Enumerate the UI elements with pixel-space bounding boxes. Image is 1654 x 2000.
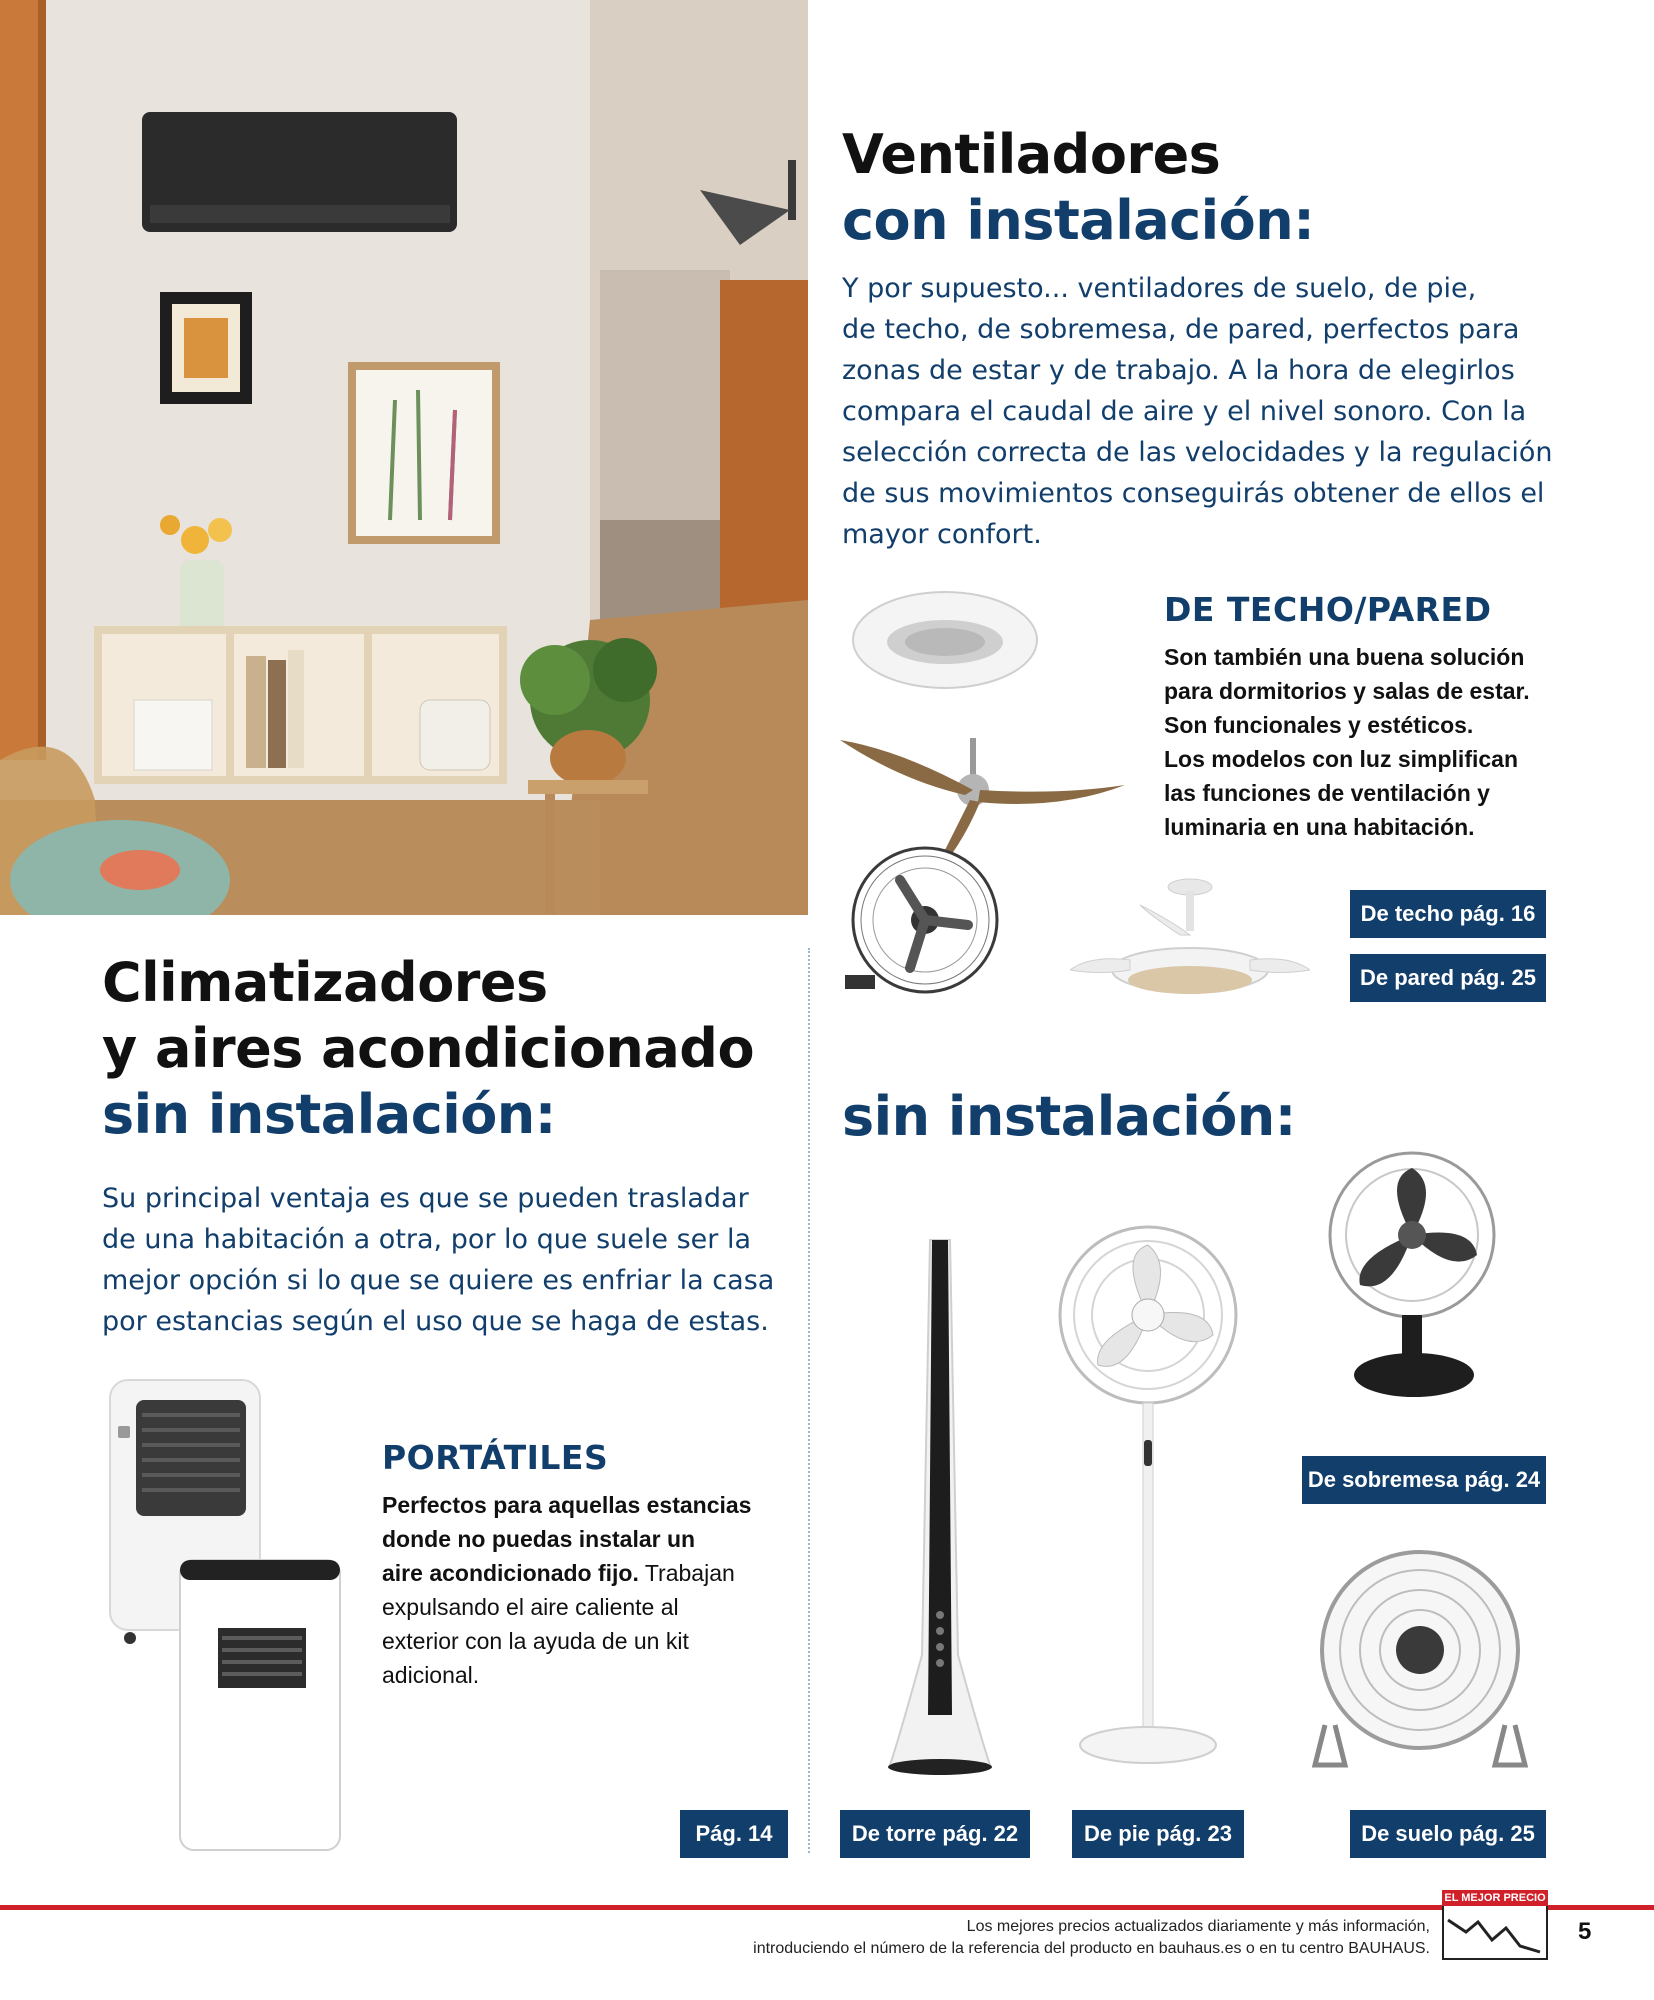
stand-fan-page-badge[interactable]: De pie pág. 23	[1072, 1810, 1244, 1858]
ceiling-wall-subheading: DE TECHO/PARED	[1164, 590, 1492, 629]
footer-text: Los mejores precios actualizados diariamente y más información, introduciendo el número de la referencia del producto en bauhaus.es o en tu centro BAUHAUS.	[753, 1918, 1430, 1957]
wall-fan-page-badge[interactable]: De pared pág. 25	[1350, 954, 1546, 1002]
portable-subheading: PORTÁTILES	[382, 1438, 609, 1477]
portable-page-badge[interactable]: Pág. 14	[680, 1810, 788, 1858]
stand-fan-image	[1058, 1215, 1238, 1780]
floor-fan-page-badge[interactable]: De suelo pág. 25	[1350, 1810, 1546, 1858]
desk-fan-image	[1322, 1140, 1502, 1410]
fans-with-install-paragraph: Y por supuesto... ventiladores de suelo, de pie, de techo, de sobremesa, de pared, perfectos para zonas de estar y de trabajo. A la hora de elegirlos compara el caudal de aire y el nivel sonoro. Con la selección correcta de las velocidades y la regulación de sus movimientos conseguirás obtener de ellos el mayor confort.	[842, 273, 1553, 550]
portable-description: Perfectos para aquellas estancias donde no puedas instalar un aire acondicionado fijo. Trabajan expulsando el aire caliente al exterior con la ayuda de un kit adicional.	[382, 1492, 752, 1688]
climatizers-paragraph: Su principal ventaja es que se pueden trasladar de una habitación a otra, por lo que suele ser la mejor opción si lo que se quiere es enfriar la casa por estancias según el uso que se haga de estas.	[102, 1183, 775, 1337]
floor-fan-image	[1305, 1545, 1535, 1775]
climatizers-title-line3: sin instalación:	[102, 1083, 556, 1146]
ceiling-fan-page-badge[interactable]: De techo pág. 16	[1350, 890, 1546, 938]
fans-with-install-title-line2: con instalación:	[842, 189, 1315, 252]
column-divider	[808, 948, 810, 1853]
tower-fan-page-badge[interactable]: De torre pág. 22	[840, 1810, 1030, 1858]
fans-without-install-title: sin instalación:	[842, 1085, 1296, 1148]
tower-fan-image	[880, 1235, 1000, 1780]
portable-air-conditioners-image	[100, 1370, 360, 1860]
living-room-illustration	[0, 0, 808, 915]
climatizers-title-line1: Climatizadores	[102, 951, 548, 1014]
desk-fan-page-badge[interactable]: De sobremesa pág. 24	[1302, 1456, 1546, 1504]
best-price-logo	[1442, 1890, 1548, 1960]
hero-photo-living-room	[0, 0, 808, 915]
ceiling-wall-description: Son también una buena solución para dormitorios y salas de estar. Son funcionales y estéticos. Los modelos con luz simplifican las funciones de ventilación y luminaria en una habitación.	[1164, 644, 1530, 840]
price-trend-icon	[1444, 1906, 1546, 1958]
best-price-logo-tag: EL MEJOR PRECIO	[1442, 1890, 1548, 1906]
footer-red-line	[0, 1905, 1654, 1910]
climatizers-title-line2: y aires acondicionado	[102, 1017, 755, 1080]
page-number: 5	[1578, 1918, 1592, 1945]
retractable-ceiling-fan-image	[1070, 875, 1310, 1015]
fans-with-install-title-line1: Ventiladores	[842, 123, 1221, 186]
